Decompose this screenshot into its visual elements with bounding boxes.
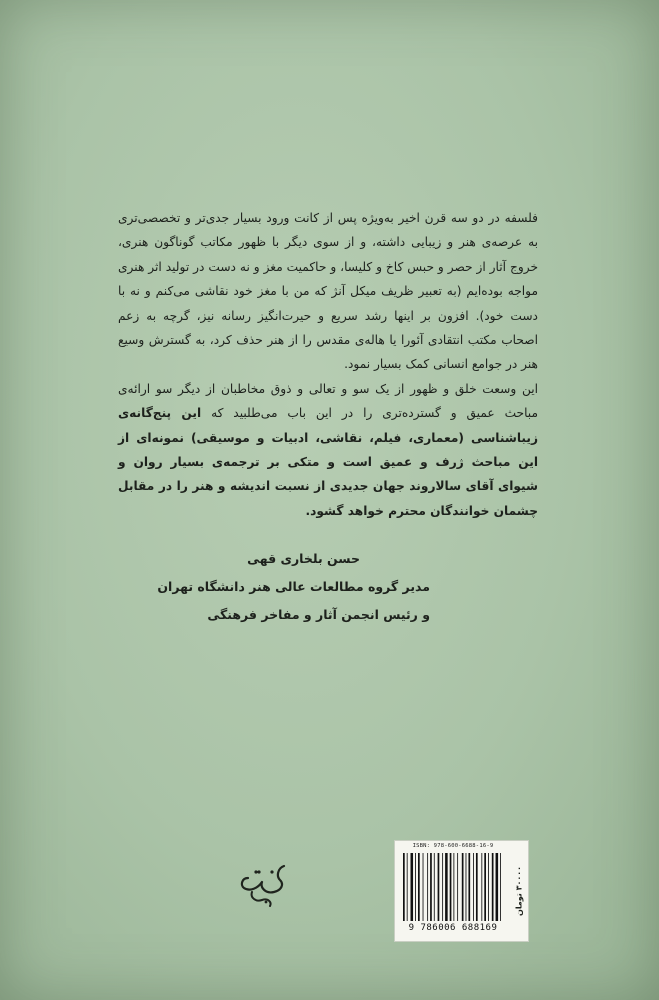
description-paragraph-1: فلسفه در دو سه قرن اخیر به‌ویژه پس از کانت ورود بسیار جدی‌تر و تخصصی‌تری به عرصه‌ی هنر و زیبایی داشته، و از سوی دیگر با ظهور مکاتب گوناگون هنری، خروج آثار از حصر و حبس کاخ و کلیسا، و حاکمیت مغز و نه دست در تولید اثر هنری مواجه بوده‌ایم (به تعبیر ظریف میکل آنژ که من با مغز خود نقاشی می‌کنم و نه با دست خود). افزون بر اینها رشد سریع و حیرت‌انگیز رسانه نیز، گرچه به زعم اصحاب مکتب انتقادی آئورا یا هاله‌ی مقدس را از هنر حذف کرد، به گسترش وسیع هنر در جوامع انسانی کمک بسیار نمود.	[118, 211, 538, 372]
signature-title-2: و رئیس انجمن آثار و مفاخر فرهنگی	[207, 607, 430, 622]
signature-name: حسن بلخاری قهی	[247, 551, 360, 566]
price-text: ۳۰۰۰۰ تومان	[514, 865, 524, 917]
publisher-logo	[232, 858, 292, 908]
publisher-calligraphy-icon	[232, 858, 292, 908]
back-cover-description	[118, 206, 538, 523]
barcode-bars	[403, 853, 503, 921]
signature-title-1: مدیر گروه مطالعات عالی هنر دانشگاه تهران	[157, 579, 430, 594]
description-paragraph-2-plain: این وسعت خلق و ظهور از یک سو و تعالی و ذوق مخاطبان از دیگر سو ارائه‌ی مباحث عمیق و گسترده‌تری را در این باب می‌طلبید که	[118, 381, 539, 421]
price-label	[510, 840, 529, 942]
description-paragraph-2-bold: این پنج‌گانه‌ی زیباشناسی (معماری، فیلم، نقاشی، ادبیات و موسیقی) نمونه‌ای از این مباحث ژرف و عمیق است و متکی بر ترجمه‌ی بسیار روان و شیوای آقای سالاروند جهان جدیدی از نسبت اندیشه و هنر را در مقابل چشمان خوانندگان محترم خواهد گشود.	[118, 406, 538, 518]
author-signature	[157, 545, 430, 629]
isbn-text: ISBN: 978-600-6688-16-9	[412, 843, 494, 849]
description-paragraph-2	[118, 377, 538, 523]
barcode-label	[394, 840, 512, 942]
barcode-number: 9 786006 688169	[408, 923, 498, 933]
